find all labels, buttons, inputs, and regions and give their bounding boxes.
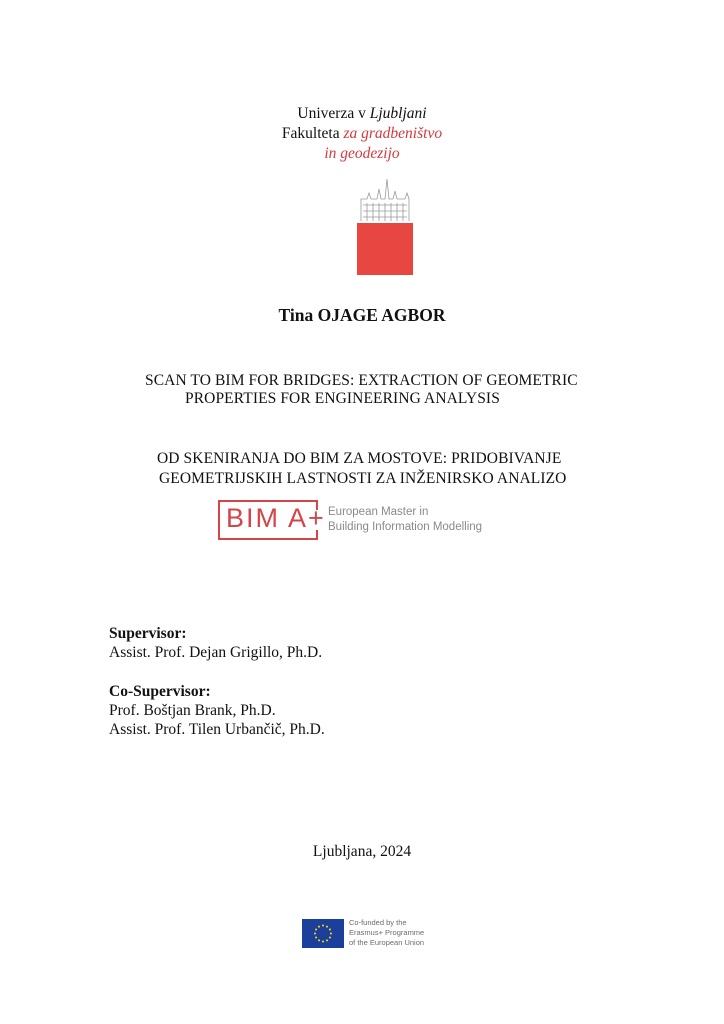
- supervisor-block: [109, 624, 322, 662]
- bim-aplus-logo-mark: BIM A+: [226, 503, 326, 533]
- eu-star: [315, 929, 317, 931]
- university-name-italic: Ljubljani: [369, 105, 427, 122]
- eu-flag-icon: [302, 919, 344, 948]
- faculty-name-plain: Fakulteta: [281, 125, 344, 142]
- eu-star: [329, 929, 331, 931]
- eu-star: [315, 937, 317, 939]
- faculty-name-red: za gradbeništvo: [343, 125, 443, 142]
- faculty-name-red-line2: in geodezijo: [324, 145, 400, 162]
- eu-funding-line3: of the European Union: [349, 938, 425, 947]
- supervisor-name: Assist. Prof. Dejan Grigillo, Ph.D.: [109, 644, 323, 661]
- eu-star: [326, 926, 328, 928]
- faculty-name: [0, 124, 724, 144]
- eu-star: [322, 925, 324, 927]
- university-name: [0, 104, 724, 124]
- thesis-title-en-line2: PROPERTIES FOR ENGINEERING ANALYSIS: [185, 390, 500, 407]
- university-logo: [357, 177, 413, 275]
- co-supervisor-name: Prof. Boštjan Brank, Ph.D.: [109, 702, 276, 719]
- eu-star: [329, 937, 331, 939]
- eu-star: [318, 939, 320, 941]
- thesis-title-sl-line1: OD SKENIRANJA DO BIM ZA MOSTOVE: PRIDOBIVANJE: [157, 450, 562, 467]
- eu-funding-text: [349, 918, 424, 948]
- co-supervisor-name: Assist. Prof. Tilen Urbančič, Ph.D.: [109, 721, 325, 738]
- place-and-year: Ljubljana, 2024: [312, 843, 412, 860]
- eu-erasmus-logo: [302, 918, 432, 950]
- eu-star: [318, 926, 320, 928]
- eu-funding-line2: Erasmus+ Programme: [349, 928, 425, 937]
- eu-star: [322, 941, 324, 943]
- supervisor-label: Supervisor:: [109, 625, 187, 642]
- university-name-plain: Univerza v: [297, 105, 370, 122]
- eu-star: [314, 933, 316, 935]
- eu-funding-line1: Co-funded by the: [349, 918, 407, 927]
- thesis-title-sl-line2: GEOMETRIJSKIH LASTNOSTI ZA INŽENIRSKO ANALIZO: [159, 470, 567, 487]
- thesis-title-en-line1: SCAN TO BIM FOR BRIDGES: EXTRACTION OF GEOMETRIC: [145, 372, 578, 389]
- bim-aplus-desc-line1: European Master in: [328, 506, 429, 518]
- bim-aplus-desc-line2: Building Information Modelling: [328, 521, 483, 533]
- eu-star: [330, 933, 332, 935]
- building-icon: [361, 179, 409, 221]
- logo-red-block: [357, 223, 413, 275]
- author-name: Tina OJAGE AGBOR: [278, 305, 446, 325]
- eu-stars-icon: [302, 919, 344, 948]
- eu-star: [326, 939, 328, 941]
- co-supervisor-label: Co-Supervisor:: [109, 683, 211, 700]
- bim-aplus-logo: [218, 498, 498, 542]
- faculty-name-line2: [0, 144, 724, 164]
- co-supervisor-block: [109, 682, 325, 739]
